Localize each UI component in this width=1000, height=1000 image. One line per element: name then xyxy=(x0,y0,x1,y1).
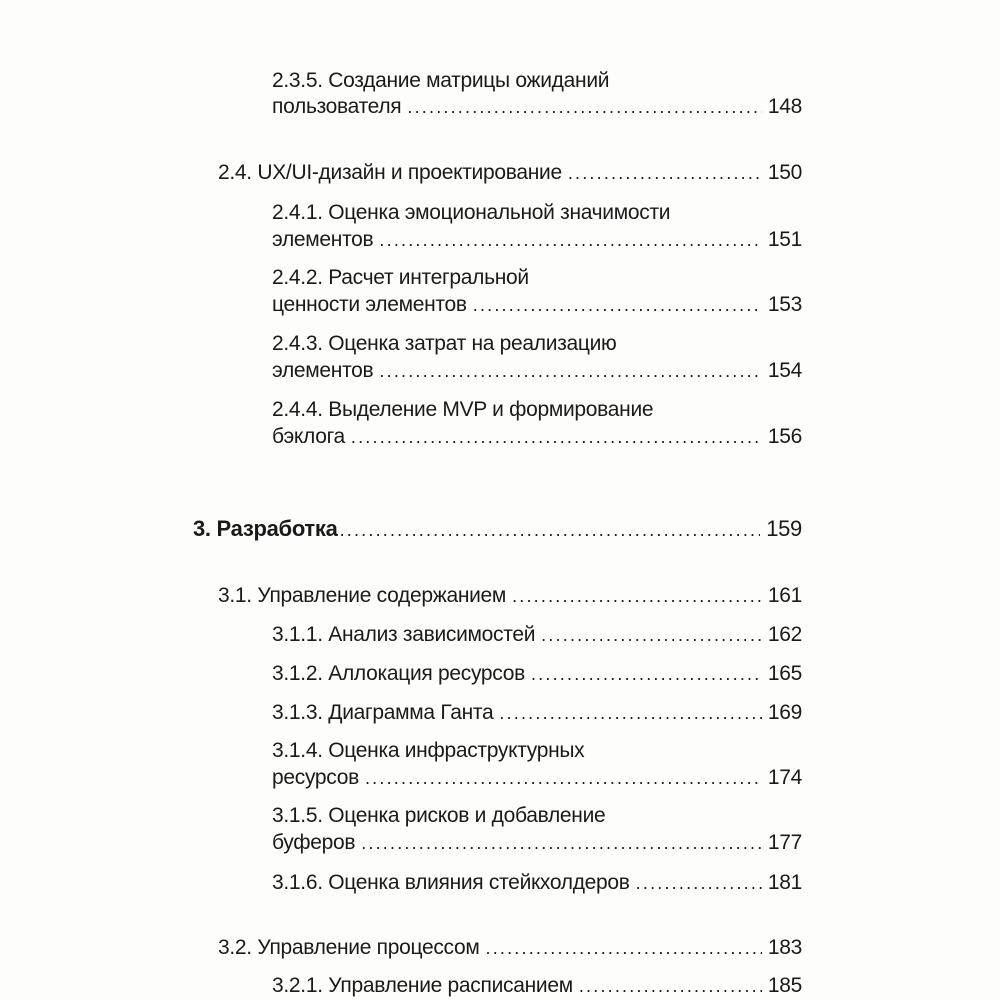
toc-entry-3-1[interactable] xyxy=(218,583,802,609)
toc-entry-label: 3.1.3. Диаграмма Ганта xyxy=(272,701,494,724)
toc-entry-2-4-4-title: 2.4.4. Выделение MVP и формирование xyxy=(272,398,654,421)
dot-leader xyxy=(473,292,762,318)
toc-entry-label: ценности элементов xyxy=(272,293,467,316)
dot-leader xyxy=(379,358,761,384)
toc-entry-label: 3.2.1. Управление расписанием xyxy=(272,974,573,997)
toc-entry-3-1-6[interactable] xyxy=(272,870,802,896)
page-number: 169 xyxy=(767,701,802,724)
page-number: 161 xyxy=(767,584,802,607)
toc-entry-label: 2.4. UX/UI-дизайн и проектирование xyxy=(218,161,562,184)
toc-entry-2-3-5[interactable] xyxy=(272,94,802,120)
page-number: 150 xyxy=(767,161,802,184)
page-number: 154 xyxy=(767,359,802,382)
dot-leader xyxy=(486,935,762,961)
dot-leader xyxy=(351,424,762,450)
toc-entry-3-1-4[interactable] xyxy=(272,765,802,791)
toc-entry-label: 3.1.1. Анализ зависимостей xyxy=(272,623,536,646)
dot-leader xyxy=(541,622,762,648)
dot-leader xyxy=(531,661,762,687)
dot-leader xyxy=(340,517,761,543)
toc-entry-3-1-5-title: 3.1.5. Оценка рисков и добавление xyxy=(272,804,606,827)
dot-leader xyxy=(365,765,762,791)
dot-leader xyxy=(379,227,761,253)
page-number: 156 xyxy=(767,425,802,448)
toc-entry-label: элементов xyxy=(272,228,374,251)
toc-entry-2-4-3-title: 2.4.3. Оценка затрат на реализацию xyxy=(272,332,617,355)
toc-entry-2-4-4[interactable] xyxy=(272,424,802,450)
toc-entry-2-4-1-title: 2.4.1. Оценка эмоциональной значимости xyxy=(272,201,671,224)
dot-leader xyxy=(636,870,762,896)
page-number: 153 xyxy=(767,293,802,316)
toc-entry-3-1-5[interactable] xyxy=(272,830,802,856)
page-number: 181 xyxy=(767,871,802,894)
dot-leader xyxy=(568,160,762,186)
toc-entry-2-4-3[interactable] xyxy=(272,358,802,384)
toc-entry-label: бэклога xyxy=(272,425,345,448)
page-number: 165 xyxy=(767,662,802,685)
toc-entry-3-1-4-title: 3.1.4. Оценка инфраструктурных xyxy=(272,739,585,762)
page-number: 162 xyxy=(767,623,802,646)
page-number: 177 xyxy=(767,831,802,854)
toc-entry-3-2-1[interactable] xyxy=(272,973,802,999)
page-number: 174 xyxy=(767,766,802,789)
page-number: 185 xyxy=(767,974,802,997)
dot-leader xyxy=(499,700,762,726)
page-number: 183 xyxy=(767,936,802,959)
toc-entry-label: буферов xyxy=(272,831,356,854)
toc-entry-label: ресурсов xyxy=(272,766,359,789)
page-number: 148 xyxy=(767,95,802,118)
toc-entry-label: 3.2. Управление процессом xyxy=(218,936,480,959)
toc-entry-3-1-1[interactable] xyxy=(272,622,802,648)
dot-leader xyxy=(512,583,762,609)
toc-entry-2-4[interactable] xyxy=(218,160,802,186)
toc-chapter-3[interactable] xyxy=(193,516,802,543)
dot-leader xyxy=(407,94,761,120)
toc-entry-label: 3.1. Управление содержанием xyxy=(218,584,507,607)
toc-entry-3-1-2[interactable] xyxy=(272,661,802,687)
dot-leader xyxy=(579,973,762,999)
toc-chapter-label: 3. Разработка xyxy=(193,516,338,541)
toc-entry-2-3-5-title: 2.3.5. Создание матрицы ожиданий xyxy=(272,69,610,92)
toc-entry-2-4-2-title: 2.4.2. Расчет интегральной xyxy=(272,266,529,289)
page-number: 151 xyxy=(767,228,802,251)
page-number: 159 xyxy=(766,516,802,541)
toc-entry-2-4-2[interactable] xyxy=(272,292,802,318)
dot-leader xyxy=(361,830,762,856)
toc-entry-2-4-1[interactable] xyxy=(272,227,802,253)
toc-entry-3-2[interactable] xyxy=(218,935,802,961)
toc-entry-label: пользователя xyxy=(272,95,402,118)
toc-entry-label: 3.1.2. Аллокация ресурсов xyxy=(272,662,525,685)
toc-entry-3-1-3[interactable] xyxy=(272,700,802,726)
toc-entry-label: элементов xyxy=(272,359,374,382)
toc-entry-label: 3.1.6. Оценка влияния стейкхолдеров xyxy=(272,871,630,894)
